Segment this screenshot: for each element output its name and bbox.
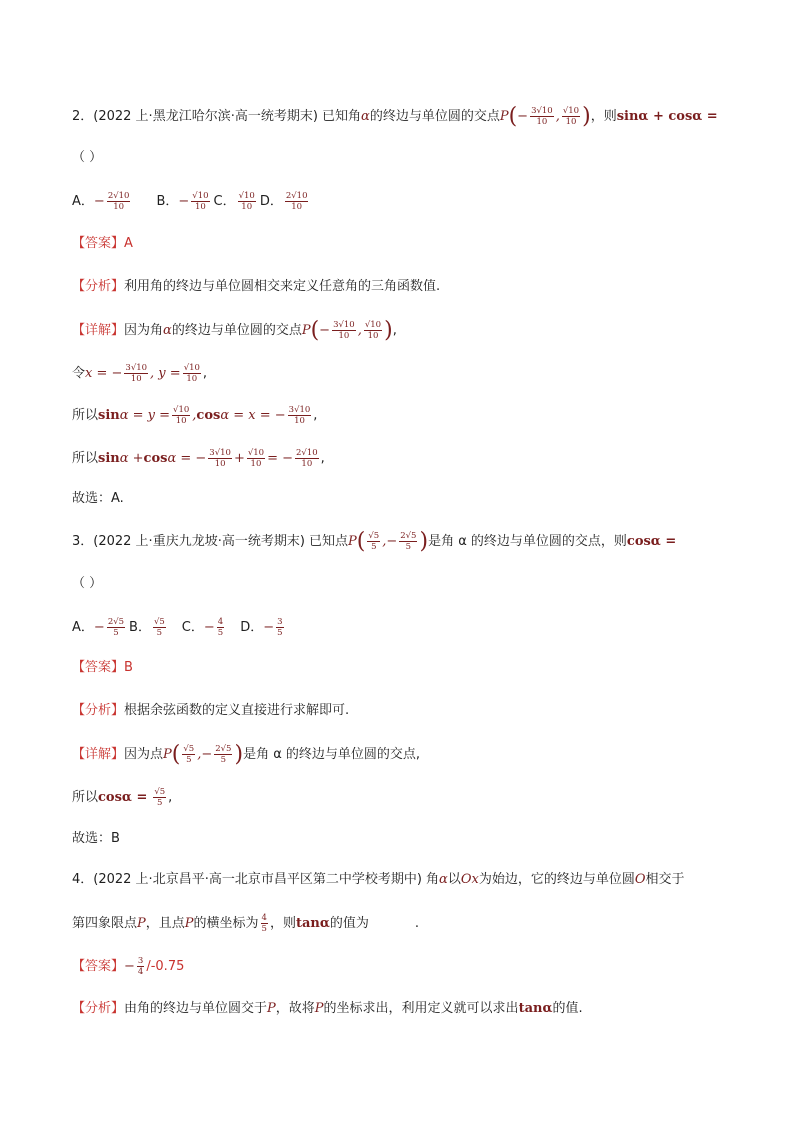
q2-detail-4: 所以 sin α + cos α = − $\frac{3√10}{10}$ + $\frac{√10}{10}$ = − $\frac{2√10}{10}$ ,: [72, 448, 325, 469]
q3-detail-1: 【详解】 因为点 P ( $\frac{√5}{5}$ ,− $\frac{2√5}{5}$ ) 是角 α 的终边与单位圆的交点,: [72, 741, 421, 767]
q3-stem: 3．(2022 上·重庆九龙坡·高一统考期末) 已知点 P ( $\frac{√5}{5}$ ,− $\frac{2√5}{5}$ ) 是角 α 的终边与单位圆的交点，则 cosα =: [72, 528, 677, 554]
q2-alpha: α: [361, 108, 370, 124]
q2-answer: 【答案】 A: [72, 236, 133, 251]
q3-answer: 【答案】 B: [72, 660, 133, 675]
q2-stem-mid: 的终边与单位圆的交点: [369, 108, 500, 124]
q2-option-b: B． − $\frac{√10}{10}$: [156, 191, 209, 212]
q2-option-c: C． $\frac{√10}{10}$: [213, 191, 255, 212]
q3-analysis: 【分析】 根据余弦函数的定义直接进行求解即可.: [72, 703, 350, 718]
q2-paren: （ ）: [72, 150, 103, 165]
q3-choose: 故选：B: [72, 831, 120, 846]
q2-detail-2: 令 x = − $\frac{3√10}{10}$ , y = $\frac{√10}{10}$ ,: [72, 363, 208, 384]
q3-option-d: D． − $\frac{3}{5}$: [240, 617, 283, 638]
q2-point-y: $\frac{√10}{10}$: [562, 106, 580, 127]
q3-option-a: A． − $\frac{2√5}{5}$: [72, 617, 125, 638]
q2-option-d: D． $\frac{2√10}{10}$: [259, 191, 308, 212]
q2-stem: 2．(2022 上·黑龙江哈尔滨·高一统考期末) 已知角 α 的终边与单位圆的交点 P ( − $\frac{3√10}{10}$ , $\frac{√10}{10}$ ) ，则 sinα + cosα =: [72, 103, 718, 129]
q3-paren: （ ）: [72, 576, 103, 591]
q3-option-c: C． − $\frac{4}{5}$: [181, 617, 224, 638]
q3-detail-2: 所以 cosα = $\frac{√5}{5}$ ,: [72, 787, 173, 808]
q2-stem-prefix: 2．(2022 上·黑龙江哈尔滨·高一统考期末) 已知角: [72, 108, 362, 124]
q2-stem-tail: ，则: [590, 108, 617, 124]
q2-options: [72, 191, 722, 212]
q2-point-label: P: [499, 108, 509, 124]
q2-analysis: 【分析】 利用角的终边与单位圆相交来定义任意角的三角函数值.: [72, 279, 441, 294]
q2-option-a: A． − $\frac{2√10}{10}$: [72, 191, 130, 212]
q2-point-x: $\frac{3√10}{10}$: [531, 106, 553, 127]
q4-stem-2: 第四象限点 P ，且点 P 的横坐标为 $\frac{4}{5}$ ，则 tanα 的值为 .: [72, 913, 420, 934]
q4-analysis: 【分析】 由角的终边与单位圆交于 P ，故将 P 的坐标求出，利用定义就可以求出 tanα 的值.: [72, 1001, 583, 1016]
q2-choose: 故选：A.: [72, 491, 124, 506]
q2-detail-3: 所以 sin α = y = $\frac{√10}{10}$ , cos α = x = − $\frac{3√10}{10}$ ,: [72, 405, 318, 426]
q4-stem-1: 4．(2022 上·北京昌平·高一北京市昌平区第二中学校考期中) 角 α 以 Ox 为始边，它的终边与单位圆 O 相交于: [72, 872, 685, 887]
q3-options: [72, 617, 722, 638]
q3-option-b: B． $\frac{√5}{5}$: [129, 617, 165, 638]
q2-detail-1: 【详解】 因为角 α 的终边与单位圆的交点 P ( − $\frac{3√10}{10}$ , $\frac{√10}{10}$ ) ,: [72, 317, 397, 343]
q4-answer: 【答案】 − $\frac{3}{4}$ /-0.75: [72, 956, 185, 977]
q2-expression: sinα + cosα =: [616, 108, 718, 124]
